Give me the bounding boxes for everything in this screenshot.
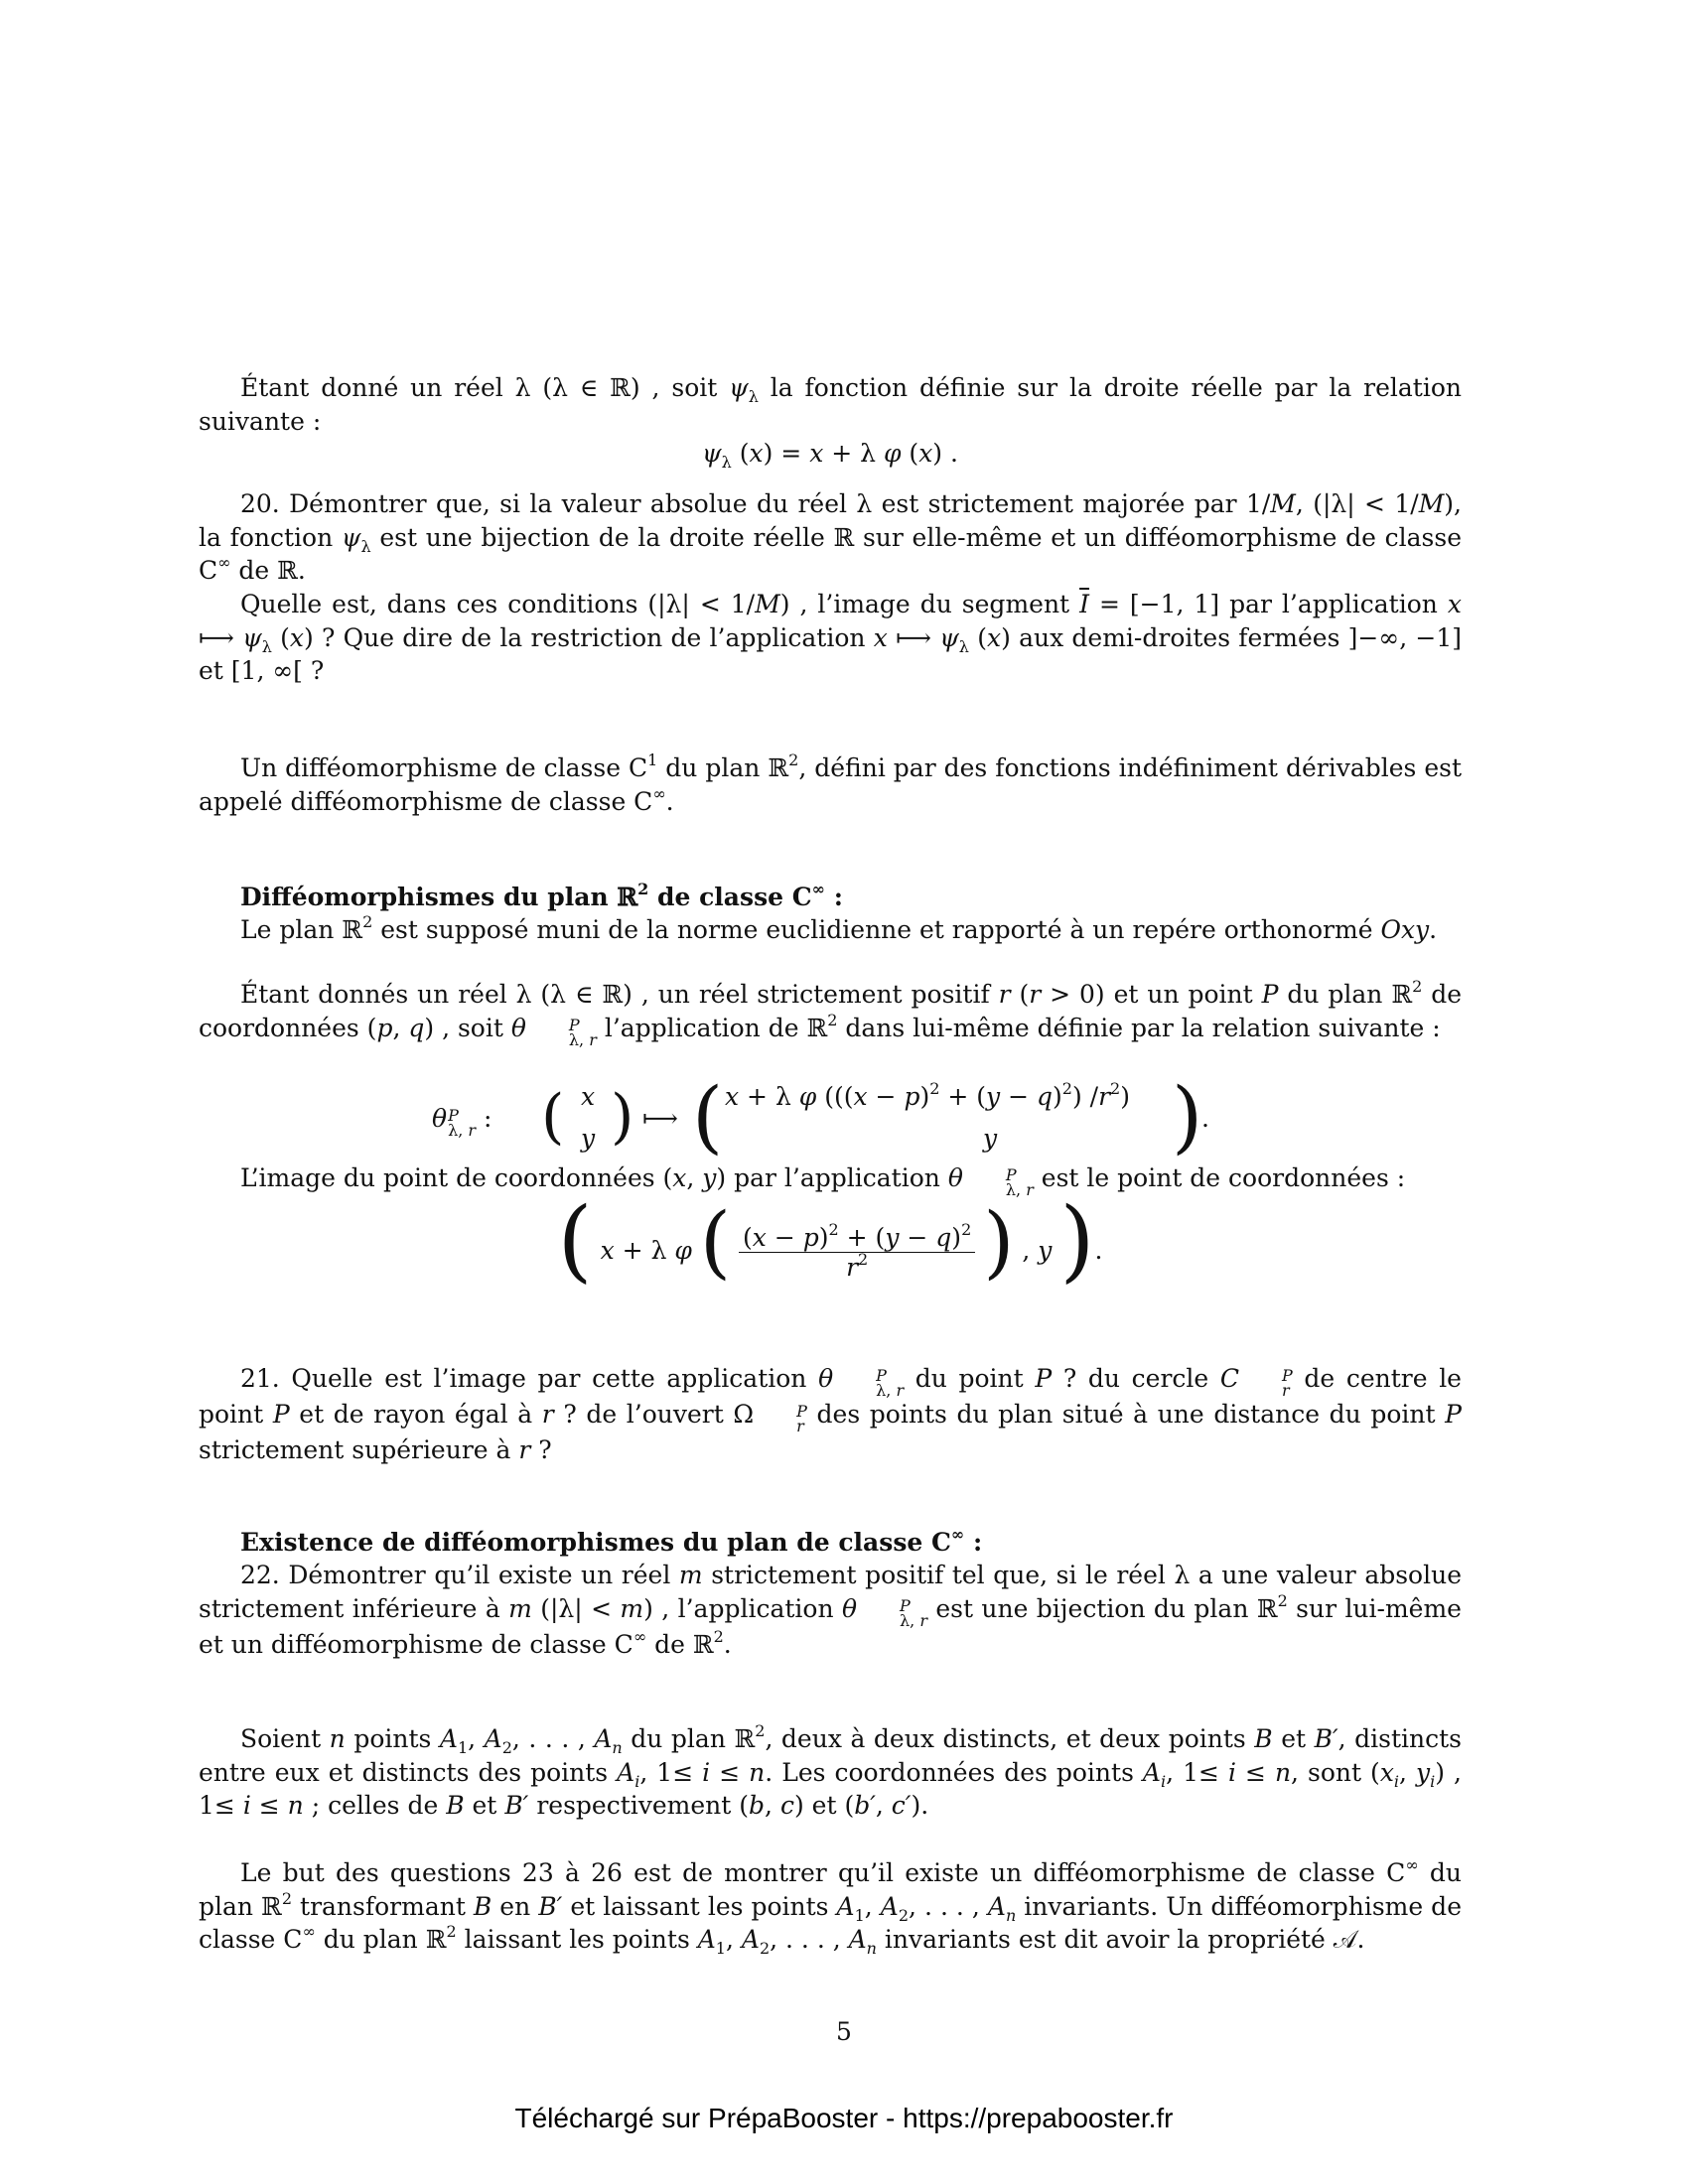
question-21: 21. Quelle est l’image par cette application θ P λ, r du point P ? du cercle C P r de centre le point P et de rayon égal à r ? de l’ouvert Ω P r des points du plan situé à une distance du point P strictement supérieure à r ? [199,1364,1462,1464]
section-heading-existence: Existence de difféomorphismes du plan de classe C∞ : [240,1525,983,1557]
theta-lhs: θ P λ, r : [432,1104,492,1140]
intro-psi-definition: Étant donné un réel λ (λ ∈ ℝ) , soit $\psi_\lambda$ la fonction définie sur la droite réelle par la relation suivante : [199,373,1462,436]
image-x-part: x + λ φ [600,1236,692,1265]
section-heading-diffeomorphisms: Difféomorphismes du plan ℝ$^2$ de classe C∞ : [240,880,843,911]
goal-statement: Le but des questions 23 à 26 est de montrer qu’il existe un difféomorphisme de classe C∞ du plan ℝ$^2$ transformant B en B′ et laissant les points $A_1$, $A_2$, . . . , $A_n$ invariants. Un difféomorphisme de classe C∞ du plan ℝ$^2$ laissant les points $A_1$, $A_2$, . . . , $A_n$ invariants est dit avoir la propriété 𝒜. [199,1855,1462,1958]
question-22: 22. Démontrer qu’il existe un réel m strictement positif tel que, si le réel λ a une valeur absolue strictement inférieure à m (|λ| < m) , l’application θ P λ, r est une bijection du plan ℝ$^2$ sur lui-même et un difféomorphisme de classe C∞ de ℝ$^2$. [199,1561,1462,1659]
matrix-top-entry: x + λ φ ($((x - p)^2 + (y - q)^2)$ $/r^2$) [725,1079,1130,1111]
points-definition: Soient n points $A_1$, $A_2$, . . . , $A_n$ du plan ℝ$^2$, deux à deux distincts, et deux points B et B′, distincts entre eux et distincts des points $A_i$, 1≤ i ≤ n. Les coordonnées des points $A_i$, 1≤ i ≤ n, sont ($x_i$, $y_i$) , 1≤ i ≤ n ; celles de B et B′ respectivement (b, c) et (b′, c′). [199,1721,1463,1820]
image-point-text: L’image du point de coordonnées (x, y) par l’application θ P λ, r est le point de coordonnées : [240,1163,1406,1199]
vector-x: x [581,1082,596,1111]
download-footer: Téléchargé sur PrépaBooster - https://prepabooster.fr [514,2103,1174,2133]
fraction-denominator: $r^2$ [846,1250,869,1282]
question-20-followup: Quelle est, dans ces conditions (|λ| < 1/M) , l’image du segment $\overline{I} = [-1$, 1] par l’application x ⟼ $\psi_\lambda$ (x) ? Que dire de la restriction de l’application x ⟼ $\psi_\lambda$ (x) aux demi-droites fermées ]−∞, −1] et [1, ∞[ ? [199,590,1462,685]
definition-c-infinity: Un difféomorphisme de classe $C^1$ du plan ℝ$^2$, défini par des fonctions indéfiniment dérivables est appelé difféomorphisme de classe C∞. [199,751,1462,816]
image-y-part: , y [1022,1236,1053,1265]
fraction-numerator: $(x - p)^2 + (y - q)^2$ [739,1223,975,1253]
theta-definition-text: Étant donnés un réel λ (λ ∈ ℝ) , un réel strictement positif r (r > 0) et un point P du plan ℝ$^2$ de coordonnées (p, q) , soit θ P λ, r l’application de ℝ$^2$ dans lui-même définie par la relation suivante : [199,977,1463,1049]
section-intro-norm: Le plan ℝ$^2$ est supposé muni de la norme euclidienne et rapporté à un repére orthonormé Oxy. [240,912,1438,944]
equation-psi: $\psi_\lambda$ (x) = x + λ φ (x) . [702,439,958,472]
fraction [739,1220,975,1282]
maps-to-arrow: ⟼ [642,1104,678,1133]
question-20: 20. Démontrer que, si la valeur absolue du réel λ est strictement majorée par 1/M, (|λ| < 1/M), la fonction $\psi_\lambda$ est une bijection de la droite réelle ℝ sur elle-même et un difféomorphisme de classe C∞ de ℝ. [199,489,1463,585]
vector-y: y [581,1124,596,1153]
equation-theta-matrix: θ P λ, r : ( x y ) ⟼ ( x + λ φ ($((x - p)^2 + (y - q)^2)$ $/r^2$) y ) . [432,1070,1209,1162]
equation-image-coordinates: ( x + λ φ ( $\frac{(x - p)^2 + (y - q)^2}{r^2}$ ) , y ). [557,1188,1103,1293]
page-number: 5 [836,2017,852,2046]
matrix-bottom-entry: y [983,1124,998,1153]
